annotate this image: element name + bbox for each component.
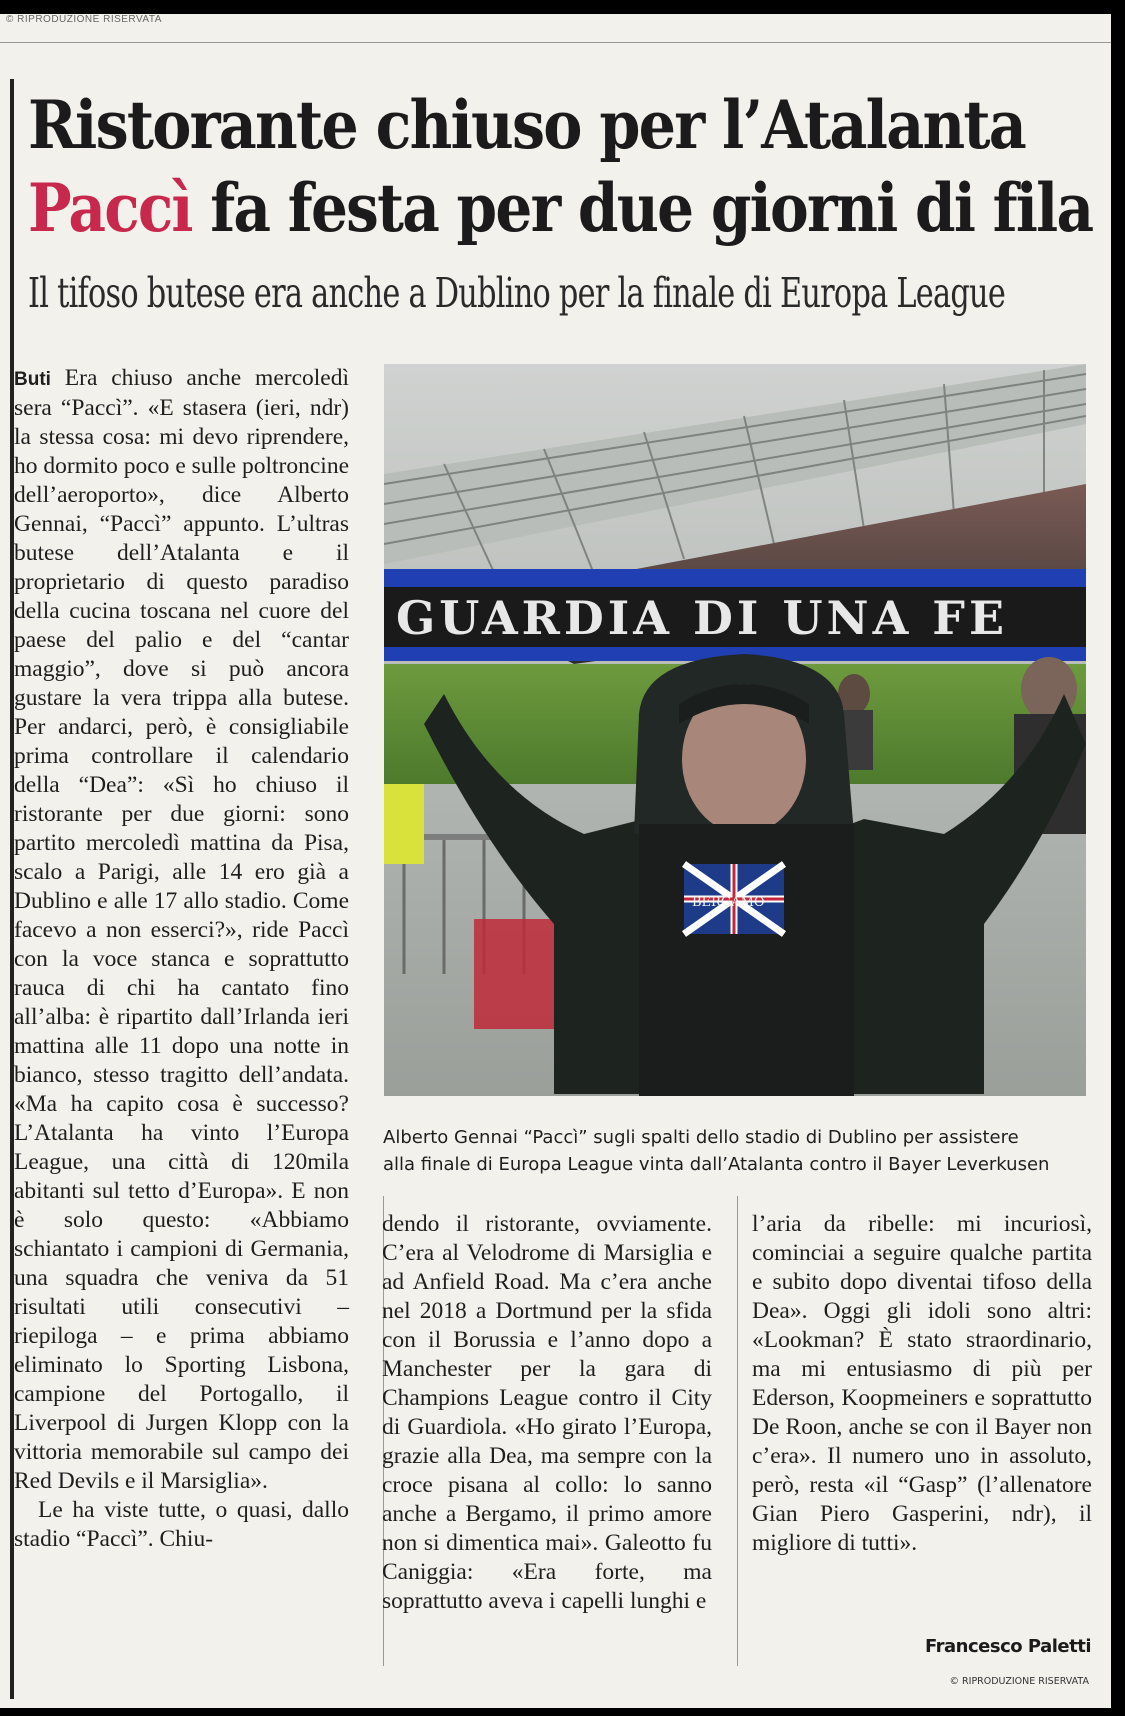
banner-text: GUARDIA DI UNA FE bbox=[396, 591, 1009, 645]
stadium-fan-illustration bbox=[384, 364, 1086, 1096]
article-paragraph-2-end: l’aria da ribelle: mi incuriosì, cominciai a seguire qualche partita e subito dopo diventai tifoso della Dea». Oggi gli idoli sono altri: «Lookman? È stato straordinario, ma mi entusiasmo di più per Ederson, Koopmeiners e soprattutto De Roon, anche se con il Bayer non c’era». Il numero uno in assoluto, però, resta «il “Gasp” (l’allenatore Gian Piero Gasperini, ndr), il migliore di tutti». bbox=[752, 1211, 1092, 1556]
headline-line-1: Ristorante chiuso per l’Atalanta bbox=[28, 86, 1026, 164]
article-photo bbox=[384, 364, 1086, 1096]
article-paragraph-1 bbox=[14, 364, 349, 1496]
article-dateline: Buti bbox=[14, 369, 51, 390]
top-credit-line: © RIPRODUZIONE RISERVATA bbox=[6, 14, 162, 25]
headline-line-2-text: fa festa per due giorni di fila bbox=[191, 169, 1093, 247]
caption-line-1: Alberto Gennai “Paccì” sugli spalti dello stadio di Dublino per assistere bbox=[383, 1127, 1019, 1148]
headline-line-2 bbox=[28, 169, 1092, 247]
caption-line-2: alla finale di Europa League vinta dall’Atalanta contro il Bayer Leverkusen bbox=[383, 1154, 1050, 1175]
article-column-2 bbox=[382, 1210, 712, 1616]
subheadline: Il tifoso butese era anche a Dublino per la finale di Europa League bbox=[28, 269, 1006, 317]
photo-caption bbox=[383, 1124, 1093, 1178]
shirt-text: BERGAMO bbox=[692, 895, 765, 910]
article-column-1 bbox=[14, 364, 349, 1554]
headline-kicker: Paccì bbox=[28, 169, 192, 247]
author-byline: Francesco Paletti bbox=[925, 1636, 1091, 1657]
article-paragraph-2-start: Le ha viste tutte, o quasi, dallo stadio “Paccì”. Chiu- bbox=[14, 1497, 349, 1552]
article-column-3 bbox=[752, 1210, 1092, 1558]
copyright-notice: © RIPRODUZIONE RISERVATA bbox=[949, 1676, 1089, 1687]
article-paragraph-2-middle: dendo il ristorante, ovviamente. C’era al Velodrome di Marsiglia e ad Anfield Road. Ma c’era anche nel 2018 a Dortmund per la sfida con il Borussia e l’anno dopo a Manchester per la gara di Champions League contro il City di Guardiola. «Ho girato l’Europa, grazie alla Dea, ma sempre con la croce pisana al collo: lo sanno anche a Bergamo, il primo amore non si dimentica mai». Galeotto fu Caniggia: «Era forte, ma soprattutto aveva i capelli lunghi e bbox=[382, 1211, 712, 1614]
top-divider bbox=[0, 42, 1111, 43]
column-divider-2 bbox=[737, 1196, 738, 1666]
article-paragraph-1-text: Era chiuso anche mercoledì sera “Paccì”. «E stasera (ieri, ndr) la stessa cosa: mi devo riprendere, ho dormito poco e sulle poltroncine dell’aeroporto», dice Alberto Gennai, “Paccì” appunto. L’ultras butese dell’Atalanta e il proprietario di questo paradiso della cucina toscana nel cuore del paese del palio e del “cantar maggio”, dove si può ancora gustare la vera trippa alla butese. Per andarci, però, è consigliabile prima controllare il calendario della “Dea”: «Sì ho chiuso il ristorante per due giorni: sono partito mercoledì mattina da Pisa, scalo a Parigi, alle 14 ero già a Dublino e alle 17 allo stadio. Come facevo a non esserci?», ride Paccì con la voce stanca e soprattutto rauca di chi ha cantato fino all’alba: è ripartito dall’Irlanda ieri mattina alle 11 dopo una notte in bianco, stesso tragitto dell’andata. «Ma ha capito cosa è successo? L’Atalanta ha vinto l’Europa League, una città di 120mila abitanti sul tetto d’Europa». E non è solo questo: «Abbiamo schiantato i campioni di Germania, una squadra che veniva da 51 risultati utili consecutivi – riepiloga – e prima abbiamo eliminato lo Sporting Lisbona, campione del Portogallo, il Liverpool di Jurgen Klopp con la vittoria memorabile sul campo dei Red Devils e il Marsiglia». bbox=[14, 365, 349, 1494]
newspaper-page bbox=[0, 14, 1111, 1708]
